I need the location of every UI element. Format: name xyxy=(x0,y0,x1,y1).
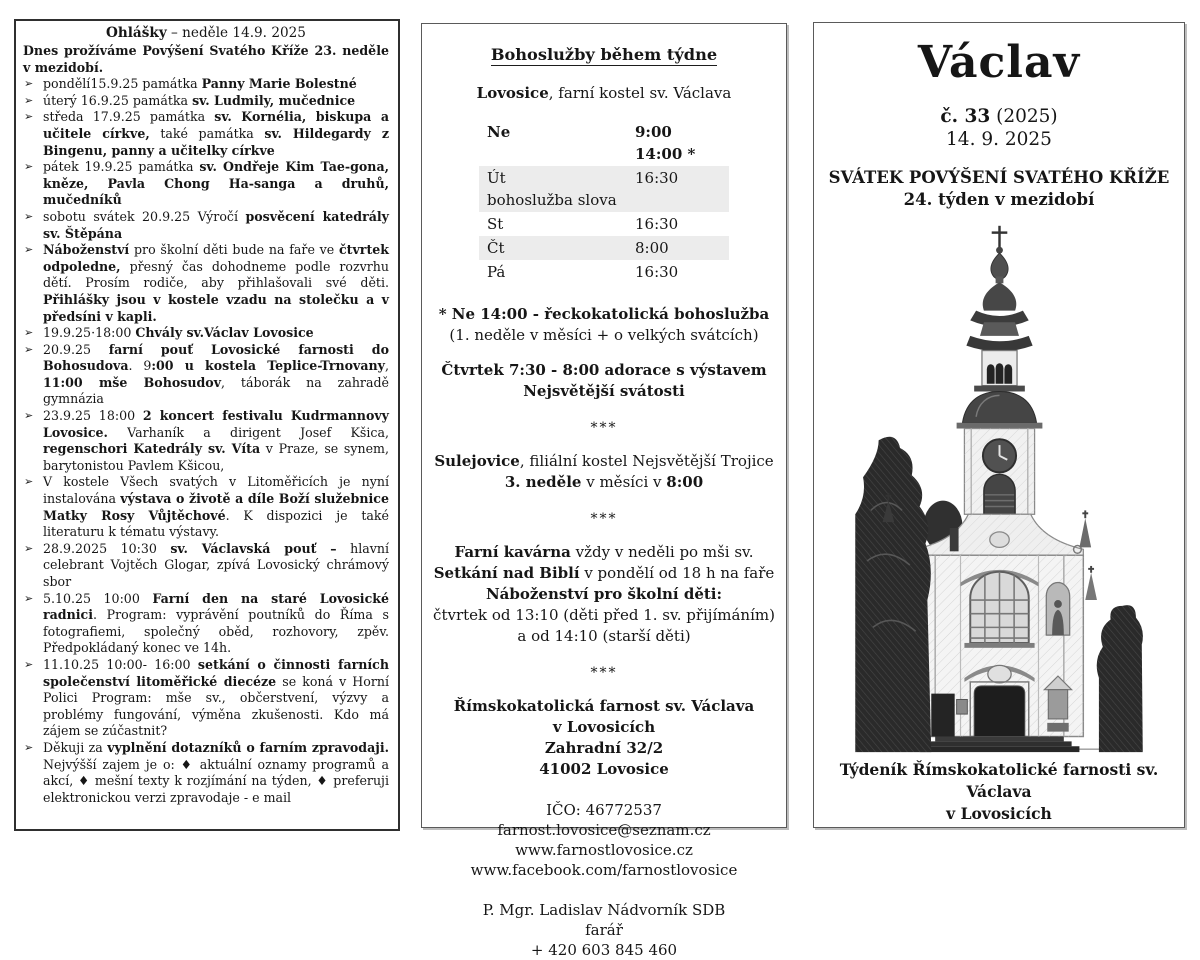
schedule-time: 9:00 14:00 * xyxy=(635,123,696,163)
text-segment: 20.9.25 xyxy=(43,341,109,357)
schedule-row xyxy=(479,236,729,260)
announcement-item xyxy=(23,657,389,740)
schedule-day: St xyxy=(487,215,504,233)
text-segment: také památka xyxy=(149,125,265,141)
separator-asterisks: *** xyxy=(590,511,618,527)
parish-email: farnost.lovosice@seznam.cz xyxy=(497,821,711,839)
text-segment: č. 33 xyxy=(940,106,991,127)
schedule-time: 16:30 xyxy=(635,263,679,281)
separator-asterisks: *** xyxy=(590,420,618,436)
text-segment: :00 u kostela Teplice-Trnovany xyxy=(151,358,385,374)
text-segment: v pondělí od 18 h na faře xyxy=(579,564,775,582)
text-segment: pátek 19.9.25 památka xyxy=(43,159,200,175)
arrow-bullet-icon: ➢ xyxy=(24,160,34,174)
text-segment: , farní kostel sv. Václava xyxy=(548,84,732,102)
newsletter-title: Václav xyxy=(917,37,1081,88)
feast-week: 24. týden v mezidobí xyxy=(903,190,1095,209)
text-segment: regenschori Katedrály sv. Víta xyxy=(43,441,261,457)
text-segment: , táborák na zahradě gymnázia xyxy=(43,374,389,407)
arrow-bullet-icon: ➢ xyxy=(24,475,34,489)
issue-number xyxy=(820,105,1178,128)
text-segment: pro školní děti bude na faře ve xyxy=(129,242,339,258)
church-image-frame xyxy=(820,217,1178,757)
parish-name: Římskokatolická farnost sv. Václava xyxy=(453,697,755,715)
text-segment: sv. Kornélia, biskupa a učitele církve, xyxy=(43,109,389,141)
religion-line xyxy=(430,584,778,605)
arrow-bullet-icon: ➢ xyxy=(24,591,34,605)
text-segment: Chvály sv.Václav Lovosice xyxy=(135,325,314,341)
text-segment: sv. Hildegardy z Bingenu, panny a učitelky církve xyxy=(43,125,389,158)
schedule-sub: bohoslužba slova xyxy=(487,191,617,209)
text-segment: . 9 xyxy=(128,358,152,374)
schedule-row xyxy=(479,166,729,212)
text-segment: Nejvýšší zajem je o: ♦ aktuální oznamy programů a akcí, ♦ mešní texty k rozjímání na týden, ♦ preferuji elektronickou verzi zpravodaje - e mail xyxy=(43,756,389,805)
arrow-bullet-icon: ➢ xyxy=(24,243,34,257)
schedule-row xyxy=(479,260,729,284)
announcements-title-rest: – neděle 14.9. 2025 xyxy=(166,25,306,41)
text-segment: 11:00 mše Bohosudov xyxy=(43,374,222,390)
separator-asterisks: *** xyxy=(590,665,618,681)
text-segment: Varhaník a dirigent Josef Kšica, xyxy=(107,424,389,440)
text-segment: , filiální kostel Nejsvětější Trojice xyxy=(519,452,774,470)
issue-date: 14. 9. 2025 xyxy=(946,129,1052,150)
text-segment: vyplnění dotazníků o farním zpravodaji. xyxy=(107,739,390,755)
cafe-line xyxy=(430,542,778,563)
announcements-intro: Dnes prožíváme Povýšení Svatého Kříže 23. neděle v mezidobí. xyxy=(23,43,389,75)
text-segment: sv. Ondřeje Kim Tae-gona, kněze, Pavla Chong Ha-sanga a druhů, mučedníků xyxy=(43,159,389,208)
schedule-day: Pá xyxy=(487,263,506,281)
feast-title: SVÁTEK POVÝŠENÍ SVATÉHO KŘÍŽE xyxy=(828,168,1170,187)
church-sketch-image xyxy=(853,218,1146,756)
text-segment: úterý 16.9.25 památka xyxy=(43,92,193,108)
text-segment: Farní kavárna xyxy=(454,543,571,561)
arrow-bullet-icon: ➢ xyxy=(24,77,34,91)
text-segment: 19.9.25·18:00 xyxy=(43,325,136,341)
text-segment: Panny Marie Bolestné xyxy=(201,76,357,92)
arrow-bullet-icon: ➢ xyxy=(24,409,34,423)
text-segment: farní pouť Lovosické farnosti do Bohosudova xyxy=(43,341,389,374)
bible-line xyxy=(430,563,778,584)
announcements-title xyxy=(23,24,389,43)
parish-facebook: www.facebook.com/farnostlovosice xyxy=(470,861,738,879)
text-segment: vždy v neděli po mši sv. xyxy=(570,543,754,561)
text-segment: . Program: vyprávění poutníků do Říma s fotografiemi, společný oběd, rozhovory, zpěv. Předpokládaný konec ve 14h. xyxy=(43,607,389,656)
text-segment: středa 17.9.25 památka xyxy=(43,109,215,125)
text-segment: 2 koncert festivalu Kudrmannovy Lovosice. xyxy=(43,408,389,440)
religion-detail2: a od 14:10 (starší děti) xyxy=(517,627,691,645)
schedule-location xyxy=(430,83,778,104)
services-panel xyxy=(421,23,787,959)
text-segment: Lovosice xyxy=(476,84,549,102)
announcements-panel xyxy=(14,19,400,831)
announcement-item xyxy=(23,342,389,408)
parish-street: Zahradní 32/2 xyxy=(544,739,664,757)
text-segment: posvěcení katedrály sv. Štěpána xyxy=(43,208,389,241)
text-segment: sv. Ludmily, mučednice xyxy=(192,92,356,108)
schedule-row xyxy=(479,120,729,166)
text-segment: . K dispozici je také literaturu k tématu výstavy. xyxy=(43,507,389,540)
adoration-note: Čtvrtek 7:30 - 8:00 adorace s výstavem Nejsvětější svátosti xyxy=(441,361,767,400)
text-segment: Farní den na staré Lovosické radnici xyxy=(43,590,389,623)
sulejovice-line1 xyxy=(430,451,778,472)
announcement-item xyxy=(23,242,389,325)
text-segment: hlavní celebrant Vojtěch Glogar, zpívá Lovosický chrámový sbor xyxy=(43,540,389,589)
arrow-bullet-icon: ➢ xyxy=(24,209,34,223)
arrow-bullet-icon: ➢ xyxy=(24,110,34,124)
text-segment: Náboženství pro školní děti: xyxy=(485,585,723,603)
parish-ico: IČO: 46772537 xyxy=(546,801,662,819)
schedule-row xyxy=(479,212,729,236)
text-segment: , xyxy=(384,358,389,374)
text-segment: Děkuji za xyxy=(43,739,108,755)
parish-city: v Lovosicích xyxy=(552,718,656,736)
announcement-item xyxy=(23,109,389,159)
announcement-item xyxy=(23,591,389,657)
announcement-item xyxy=(23,740,389,806)
announcement-item xyxy=(23,325,389,342)
announcement-list xyxy=(23,76,389,806)
schedule-heading-text: Bohoslužby během týdne xyxy=(490,45,718,64)
text-segment: setkání o činnosti farních společenství litoměřické diecéze xyxy=(43,656,390,689)
text-segment: přesný čas dohodneme podle rozvrhu dětí. Prosím rodiče, aby přihlašovali své děti. xyxy=(43,258,389,291)
greek-service-detail: (1. neděle v měsíci + o velkých svátcích) xyxy=(449,326,759,344)
religion-detail1: čtvrtek od 13:10 (děti před 1. sv. přijímáním) xyxy=(433,606,775,624)
mass-schedule-table xyxy=(479,120,729,284)
schedule-time: 16:30 xyxy=(635,215,679,233)
schedule-time: 8:00 xyxy=(635,239,669,257)
announcement-item xyxy=(23,159,389,209)
announcement-item xyxy=(23,541,389,591)
text-segment: V kostele Všech svatých v Litoměřicích je nyní instalována xyxy=(43,474,389,507)
text-segment: Sulejovice xyxy=(434,452,520,470)
footer-line1: Týdeník Římskokatolické farnosti sv. Václava xyxy=(839,760,1159,801)
text-segment: sv. Václavská pouť – xyxy=(170,540,337,556)
schedule-heading xyxy=(430,44,778,65)
announcement-item xyxy=(23,408,389,474)
arrow-bullet-icon: ➢ xyxy=(24,342,34,356)
schedule-day: Út xyxy=(487,169,506,187)
schedule-day: Čt xyxy=(487,239,505,257)
text-segment: Setkání nad Biblí xyxy=(433,564,580,582)
parish-zip: 41002 Lovosice xyxy=(539,760,669,778)
masthead-panel xyxy=(813,22,1185,828)
announcement-item xyxy=(23,474,389,540)
text-segment: 3. neděle xyxy=(504,473,582,491)
announcement-item xyxy=(23,209,389,242)
priest-role: farář xyxy=(585,921,623,939)
text-segment: čtvrtek odpoledne, xyxy=(43,242,389,274)
text-segment: (2025) xyxy=(990,106,1058,127)
text-segment: 23.9.25 18:00 xyxy=(43,408,143,424)
priest-phone: + 420 603 845 460 xyxy=(530,941,678,959)
schedule-time: 16:30 xyxy=(635,169,679,187)
arrow-bullet-icon: ➢ xyxy=(24,326,34,340)
greek-service-note: * Ne 14:00 - řeckokatolická bohoslužba xyxy=(438,305,770,323)
arrow-bullet-icon: ➢ xyxy=(24,740,34,754)
arrow-bullet-icon: ➢ xyxy=(24,541,34,555)
schedule-day: Ne xyxy=(487,123,511,141)
text-segment: v měsíci v xyxy=(581,473,667,491)
text-segment: 11.10.25 10:00- 16:00 xyxy=(43,656,198,672)
text-segment: v Praze, se synem, barytonistou Pavlem Kšicou, xyxy=(43,441,389,473)
text-segment: sobotu svátek 20.9.25 Výročí xyxy=(43,208,246,224)
announcements-title-bold: Ohlášky xyxy=(106,25,167,41)
sulejovice-line2 xyxy=(430,472,778,493)
priest-name: P. Mgr. Ladislav Nádvorník SDB xyxy=(482,901,726,919)
arrow-bullet-icon: ➢ xyxy=(24,93,34,107)
text-segment: Náboženství xyxy=(43,242,130,258)
text-segment: 8:00 xyxy=(666,473,704,491)
text-segment: 28.9.2025 10:30 xyxy=(43,540,171,556)
parish-website: www.farnostlovosice.cz xyxy=(515,841,693,859)
text-segment: 5.10.25 10:00 xyxy=(43,590,153,606)
text-segment: se koná v Horní Polici Program: mše sv., občerstvení, výzvy a problémy fungování, výměna zkušenosti. Kdo má zájem se zúčastnit? xyxy=(43,673,389,739)
text-segment: výstava o životě a díle Boží služebnice Matky Rosy Vůjtěchové xyxy=(43,491,389,523)
arrow-bullet-icon: ➢ xyxy=(24,657,34,671)
footer-line2: v Lovosicích xyxy=(946,804,1052,823)
text-segment: pondělí15.9.25 památka xyxy=(43,76,202,92)
announcement-item xyxy=(23,76,389,93)
announcement-item xyxy=(23,93,389,110)
text-segment: Přihlášky jsou v kostele vzadu na stolečku a v předsíni v kapli. xyxy=(43,291,389,324)
